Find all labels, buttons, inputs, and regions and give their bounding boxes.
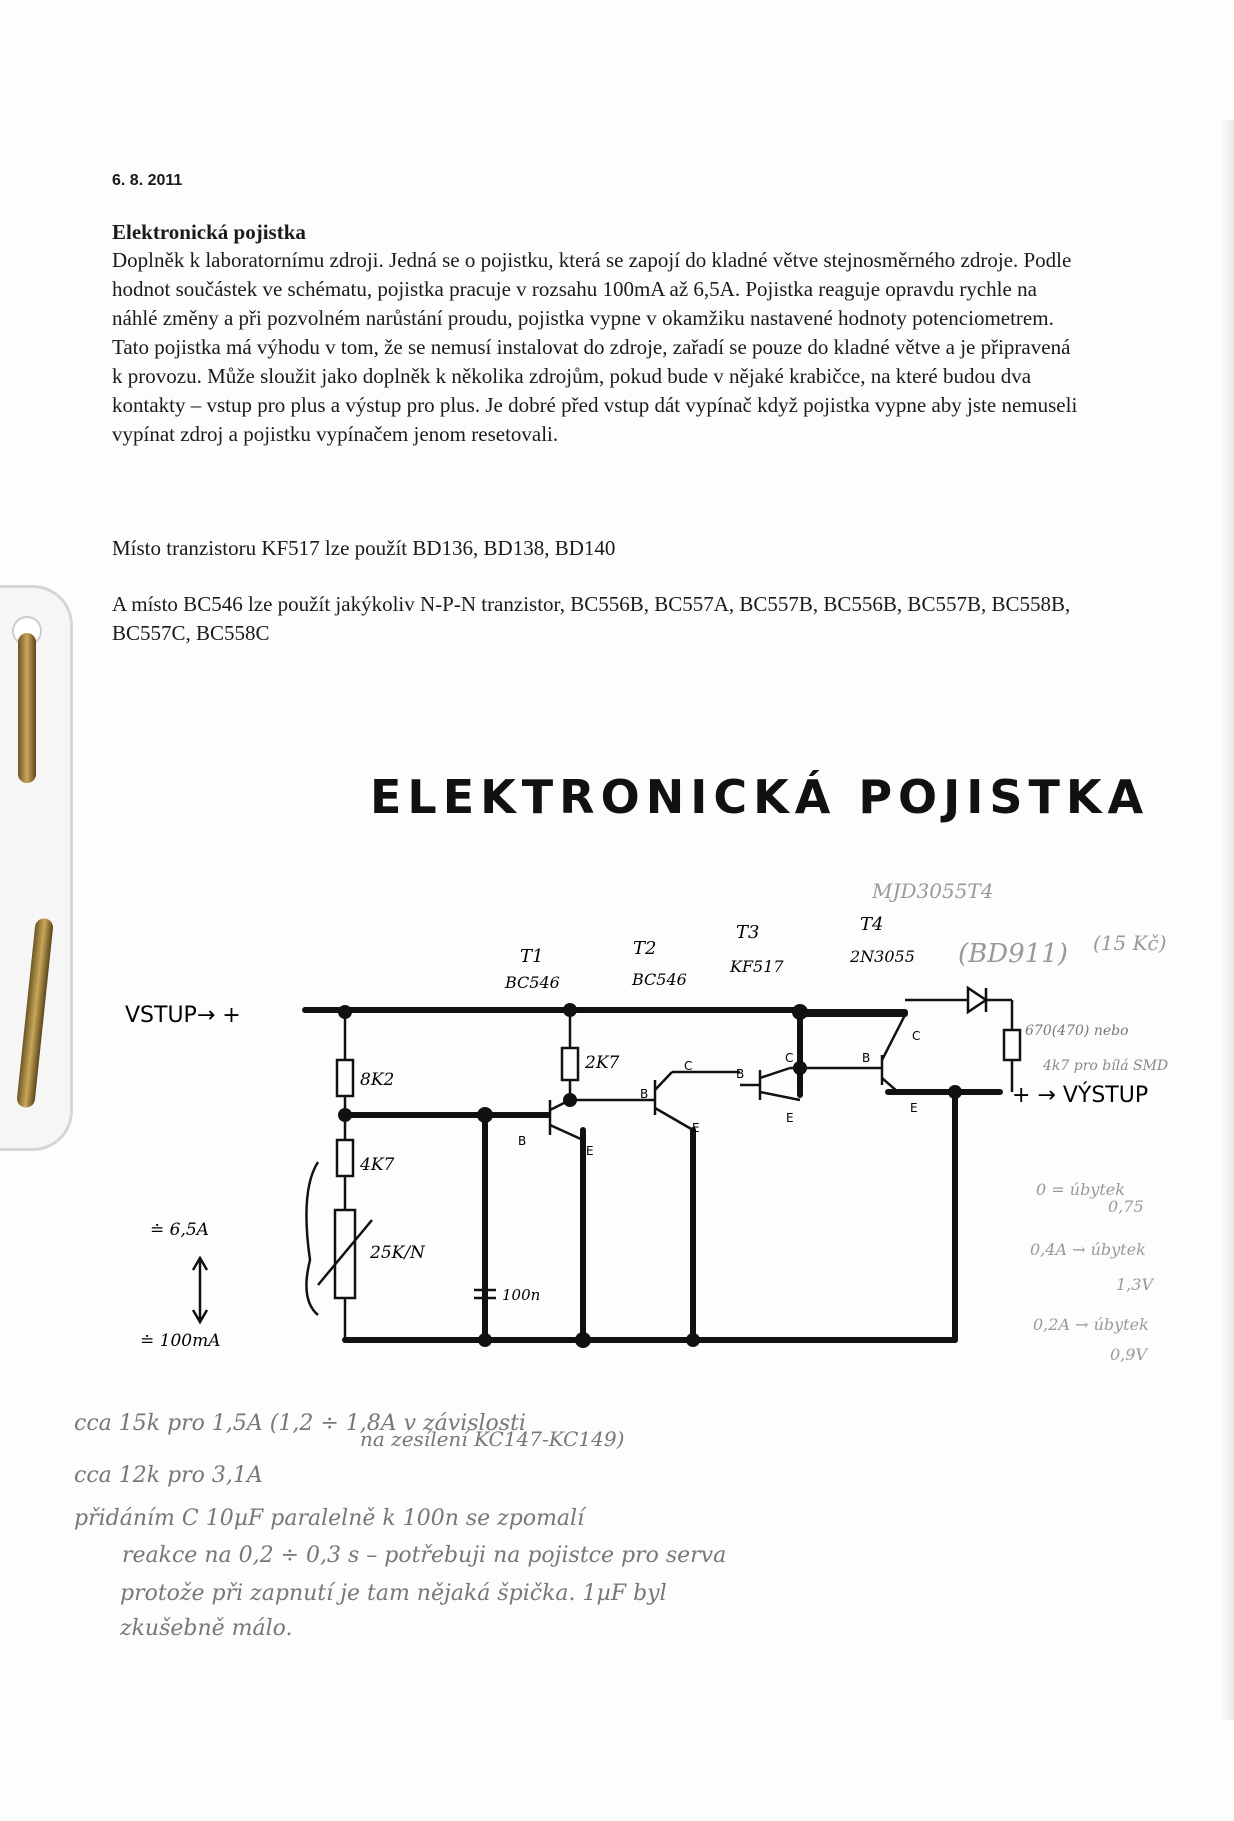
junction-dot — [563, 1093, 577, 1107]
t3-pin-b: B — [736, 1067, 745, 1081]
t4-collector-leg — [882, 1015, 905, 1060]
t2-pin-e: E — [692, 1121, 700, 1135]
t3-pin-e: E — [786, 1111, 794, 1125]
note-line: reakce na 0,2 ÷ 0,3 s – potřebuji na pojistce pro serva — [122, 1543, 727, 1568]
junction-dot — [338, 1005, 352, 1019]
input-label: VSTUP→ + — [125, 1003, 241, 1028]
junction-dot — [477, 1107, 493, 1123]
cap-label: 100n — [502, 1286, 541, 1304]
drop-note-2a: 0,4A → úbytek — [1030, 1240, 1146, 1259]
led-resistor-label: 670(470) nebo — [1025, 1023, 1129, 1039]
output-label: + → VÝSTUP — [1012, 1083, 1149, 1108]
junction-dot — [686, 1333, 700, 1347]
note-line: protože při zapnutí je tam nějaká špička. 1µF byl — [120, 1581, 667, 1606]
note-line: na zesílení KC147-KC149) — [360, 1427, 625, 1451]
r1-label: 8K2 — [360, 1070, 395, 1090]
t4-label: T4 — [860, 914, 884, 935]
pot-label: 25K/N — [370, 1243, 425, 1263]
drop-note-2b: 1,3V — [1116, 1275, 1153, 1294]
document-title: Elektronická pojistka — [112, 220, 306, 244]
t2-type: BC546 — [632, 970, 687, 989]
t2-pin-c: C — [684, 1059, 693, 1073]
t2-pin-b: B — [640, 1087, 649, 1101]
t4-alt-top: MJD3055T4 — [872, 879, 994, 903]
note-line: cca 15k pro 1,5A (1,2 ÷ 1,8A v závislosti — [74, 1411, 526, 1436]
t4-pin-c: C — [912, 1029, 921, 1043]
junction-dot — [793, 1061, 807, 1075]
t4-pin-b: B — [862, 1051, 871, 1065]
range-top: ≐ 6,5A — [150, 1220, 209, 1240]
t3-emitter-leg — [760, 1068, 790, 1078]
t1-emitter-leg — [550, 1125, 583, 1140]
drop-note-3b: 0,9V — [1110, 1345, 1147, 1364]
t4-alt: (BD911) — [958, 939, 1068, 969]
t1-pin-b: B — [518, 1134, 527, 1148]
range-bracket — [306, 1162, 318, 1315]
t2-label: T2 — [633, 938, 657, 959]
r3-label: 2K7 — [585, 1053, 620, 1073]
document-date: 6. 8. 2011 — [112, 172, 183, 189]
led-resistor-alt: 4k7 pro bílá SMD — [1043, 1058, 1169, 1074]
kf517-substitute-paragraph: Místo tranzistoru KF517 lze použít BD136, BD138, BD140 — [112, 536, 616, 560]
t3-label: T3 — [736, 922, 760, 943]
bc546-substitute-paragraph: A místo BC546 lze použít jakýkoliv N-P-N tranzistor, BC556B, BC557A, BC557B, BC556B, BC557B, BC558B, BC557C, BC558C — [112, 592, 1071, 645]
t1-label: T1 — [520, 946, 544, 967]
t3-collector-leg — [760, 1092, 800, 1100]
note-line: cca 12k pro 3,1A — [74, 1463, 263, 1488]
t3-pin-c: C — [785, 1051, 794, 1065]
t1-type: BC546 — [505, 973, 560, 992]
r2-label: 4K7 — [360, 1155, 395, 1175]
drop-note-1a: 0 = úbytek — [1036, 1180, 1125, 1199]
resistor-8k2 — [337, 1060, 353, 1096]
note-line: přidáním C 10µF paralelně k 100n se zpomalí — [74, 1506, 585, 1531]
junction-dot — [563, 1003, 577, 1017]
resistor-2k7 — [562, 1048, 578, 1080]
resistor-4k7 — [337, 1140, 353, 1176]
drop-note-1b: 0,75 — [1108, 1197, 1144, 1216]
t2-emitter-leg — [655, 1108, 693, 1130]
schematic-heading: ELEKTRONICKÁ POJISTKA — [370, 770, 1150, 824]
t3-type: KF517 — [730, 957, 784, 976]
drop-note-3a: 0,2A → úbytek — [1033, 1315, 1149, 1334]
led-resistor — [1004, 1030, 1020, 1060]
junction-dot — [792, 1004, 808, 1020]
junction-dot — [575, 1332, 591, 1348]
led-diode — [968, 988, 986, 1012]
junction-dot — [338, 1108, 352, 1122]
t2-collector-leg — [655, 1072, 672, 1090]
intro-paragraph: Doplněk k laboratornímu zdroji. Jedná se o pojistku, která se zapojí do kladné větve stejnosměrného zdroje. Podle hodnot součástek ve schématu, pojistka pracuje v rozsahu 100mA až 6,5A. Pojistka reaguje opravdu rychle na náhlé změny a při pozvolném narůstání proudu, pojistka vypne v okamžiku nastavené hodnoty potenciometrem. Tato pojistka má výhodu v tom, že se nemusí instalovat do zdroje, zařadí se pouze do kladné větve a je připravená k provozu. Může sloužit jako doplněk k několika zdrojům, pokud bude v nějaké krabičce, na které budou dva kontakty – vstup pro plus a výstup pro plus. Je dobré před vstup dát vypínač když pojistka vypne aby jste nemuseli vypínat zdroj a pojistku vypínačem jenom resetovali. — [112, 248, 1078, 446]
range-bottom: ≐ 100mA — [140, 1331, 221, 1351]
t4-type: 2N3055 — [850, 947, 915, 966]
t4-pin-e: E — [910, 1101, 918, 1115]
junction-dot — [948, 1085, 962, 1099]
note-line: zkušebně málo. — [120, 1616, 293, 1641]
t1-pin-e: E — [586, 1144, 594, 1158]
junction-dot — [478, 1333, 492, 1347]
t4-price: (15 Kč) — [1093, 931, 1167, 955]
potentiometer-arrow — [318, 1220, 372, 1285]
